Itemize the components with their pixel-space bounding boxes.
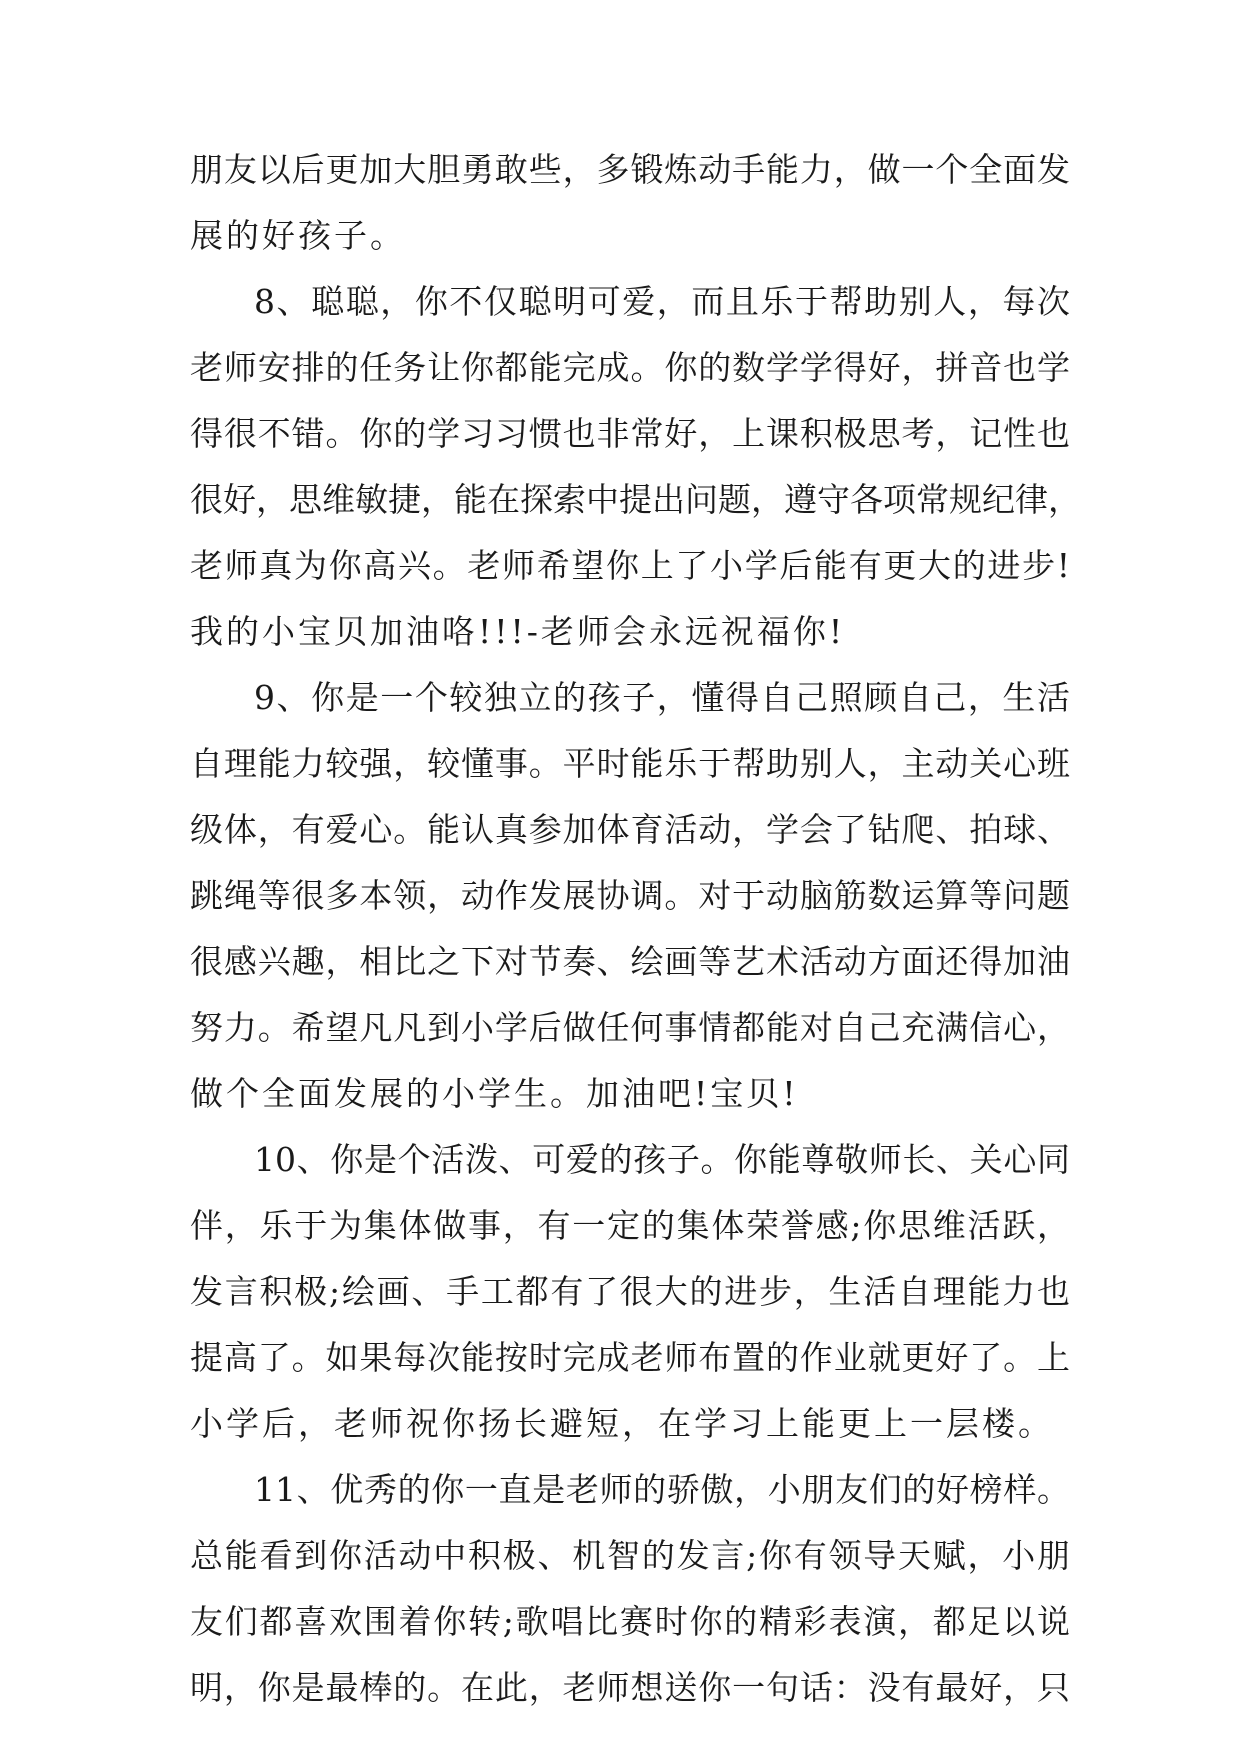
text-line: 发言积极;绘画、手工都有了很大的进步，生活自理能力也 xyxy=(190,1272,1070,1311)
text-line: 努力。希望凡凡到小学后做任何事情都能对自己充满信心， xyxy=(190,1008,1070,1047)
paragraph-start-10: 10、你是个活泼、可爱的孩子。你能尊敬师长、关心同 xyxy=(254,1140,1070,1179)
text-line: 友们都喜欢围着你转;歌唱比赛时你的精彩表演，都足以说 xyxy=(190,1602,1070,1641)
text-line: 展的好孩子。 xyxy=(190,216,406,255)
text-line: 很好，思维敏捷，能在探索中提出问题，遵守各项常规纪律， xyxy=(190,480,1081,519)
text-line: 明，你是最棒的。在此，老师想送你一句话：没有最好，只 xyxy=(190,1668,1070,1707)
paragraph-start-9: 9、你是一个较独立的孩子，懂得自己照顾自己，生活 xyxy=(254,678,1070,717)
text-line: 伴，乐于为集体做事，有一定的集体荣誉感;你思维活跃， xyxy=(190,1206,1070,1245)
text-line: 朋友以后更加大胆勇敢些，多锻炼动手能力，做一个全面发 xyxy=(190,150,1070,189)
text-line: 小学后，老师祝你扬长避短，在学习上能更上一层楼。 xyxy=(190,1404,1054,1443)
text-line: 得很不错。你的学习习惯也非常好，上课积极思考，记性也 xyxy=(190,414,1070,453)
text-line: 很感兴趣，相比之下对节奏、绘画等艺术活动方面还得加油 xyxy=(190,942,1070,981)
text-line: 总能看到你活动中积极、机智的发言;你有领导天赋，小朋 xyxy=(190,1536,1070,1575)
text-line: 老师真为你高兴。老师希望你上了小学后能有更大的进步! xyxy=(190,546,1070,585)
text-line: 自理能力较强，较懂事。平时能乐于帮助别人，主动关心班 xyxy=(190,744,1070,783)
text-line: 提高了。如果每次能按时完成老师布置的作业就更好了。上 xyxy=(190,1338,1070,1377)
text-line: 老师安排的任务让你都能完成。你的数学学得好，拼音也学 xyxy=(190,348,1070,387)
paragraph-start-11: 11、优秀的你一直是老师的骄傲，小朋友们的好榜样。 xyxy=(254,1470,1070,1509)
text-line: 跳绳等很多本领，动作发展协调。对于动脑筋数运算等问题 xyxy=(190,876,1070,915)
paragraph-start-8: 8、聪聪，你不仅聪明可爱，而且乐于帮助别人，每次 xyxy=(254,282,1070,321)
text-line: 级体，有爱心。能认真参加体育活动，学会了钻爬、拍球、 xyxy=(190,810,1070,849)
text-line: 我的小宝贝加油咯!!!-老师会永远祝福你! xyxy=(190,612,846,651)
text-line: 做个全面发展的小学生。加油吧!宝贝! xyxy=(190,1074,799,1113)
